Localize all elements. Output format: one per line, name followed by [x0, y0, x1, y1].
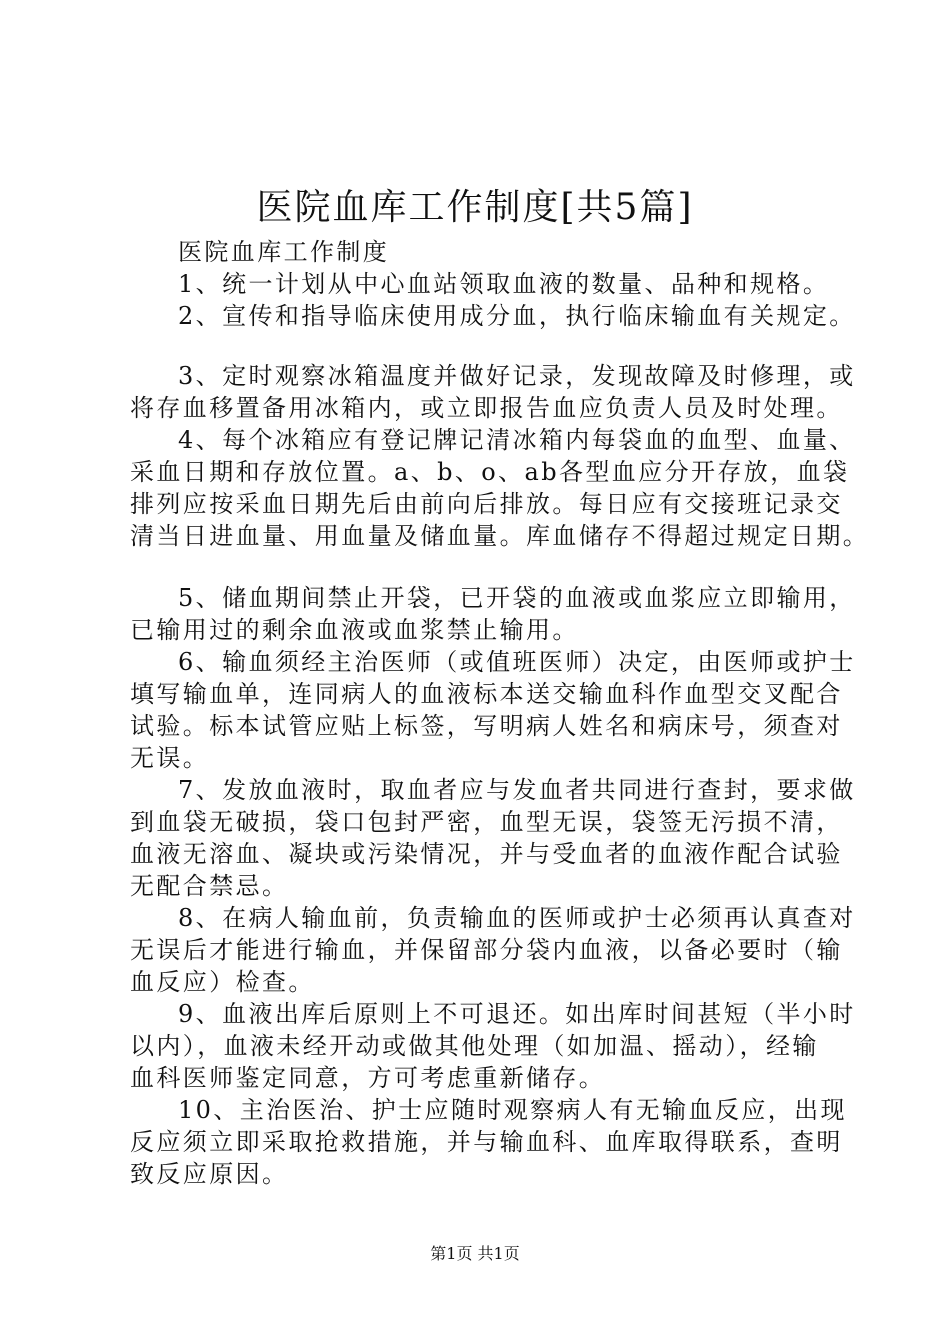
item-8-line-1: 8、在病人输血前，负责输血的医师或护士必须再认真查对 — [178, 904, 856, 932]
item-10-line-3: 致反应原因。 — [130, 1160, 289, 1188]
item-7-line-4: 无配合禁忌。 — [130, 872, 289, 900]
item-10-line-2: 反应须立即采取抢救措施，并与输血科、血库取得联系，查明 — [130, 1128, 843, 1156]
item-4-line-3: 排列应按采血日期先后由前向后排放。每日应有交接班记录交 — [130, 490, 843, 518]
document-subtitle: 医院血库工作制度 — [178, 238, 390, 266]
item-7-line-1: 7、发放血液时，取血者应与发血者共同进行查封，要求做 — [178, 776, 856, 804]
item-9-line-2: 以内），血液未经开动或做其他处理（如加温、摇动），经输 — [130, 1032, 819, 1060]
page-footer: 第1页 共1页 — [430, 1244, 520, 1263]
item-6-line-3: 试验。标本试管应贴上标签，写明病人姓名和病床号，须查对 — [130, 712, 843, 740]
item-4-line-4: 清当日进血量、用血量及储血量。库血储存不得超过规定日期。 — [130, 522, 870, 550]
document-title: 医院血库工作制度[共5篇] — [256, 187, 694, 228]
item-2-line-1: 2、宣传和指导临床使用成分血，执行临床输血有关规定。 — [178, 302, 856, 330]
item-10-line-1: 10、主治医治、护士应随时观察病人有无输血反应，出现 — [178, 1096, 847, 1124]
item-5-line-2: 已输用过的剩余血液或血浆禁止输用。 — [130, 616, 579, 644]
item-9-line-1: 9、血液出库后原则上不可退还。如出库时间甚短（半小时 — [178, 1000, 856, 1028]
item-3-line-1: 3、定时观察冰箱温度并做好记录，发现故障及时修理，或 — [178, 362, 856, 390]
item-1-line-1: 1、统一计划从中心血站领取血液的数量、品种和规格。 — [178, 270, 830, 298]
item-5-line-1: 5、储血期间禁止开袋，已开袋的血液或血浆应立即输用， — [178, 584, 856, 612]
item-4-line-2: 采血日期和存放位置。a、b、o、ab各型血应分开存放，血袋 — [130, 458, 850, 486]
item-6-line-4: 无误。 — [130, 744, 210, 772]
item-4-line-1: 4、每个冰箱应有登记牌记清冰箱内每袋血的血型、血量、 — [178, 426, 856, 454]
item-7-line-2: 到血袋无破损，袋口包封严密，血型无误，袋签无污损不清， — [130, 808, 843, 836]
item-9-line-3: 血科医师鉴定同意，方可考虑重新储存。 — [130, 1064, 606, 1092]
item-6-line-1: 6、输血须经主治医师（或值班医师）决定，由医师或护士 — [178, 648, 856, 676]
item-3-line-2: 将存血移置备用冰箱内，或立即报告血应负责人员及时处理。 — [130, 394, 843, 422]
item-8-line-3: 血反应）检查。 — [130, 968, 315, 996]
item-8-line-2: 无误后才能进行输血，并保留部分袋内血液，以备必要时（输 — [130, 936, 843, 964]
item-7-line-3: 血液无溶血、凝块或污染情况，并与受血者的血液作配合试验 — [130, 840, 843, 868]
item-6-line-2: 填写输血单，连同病人的血液标本送交输血科作血型交叉配合 — [130, 680, 843, 708]
